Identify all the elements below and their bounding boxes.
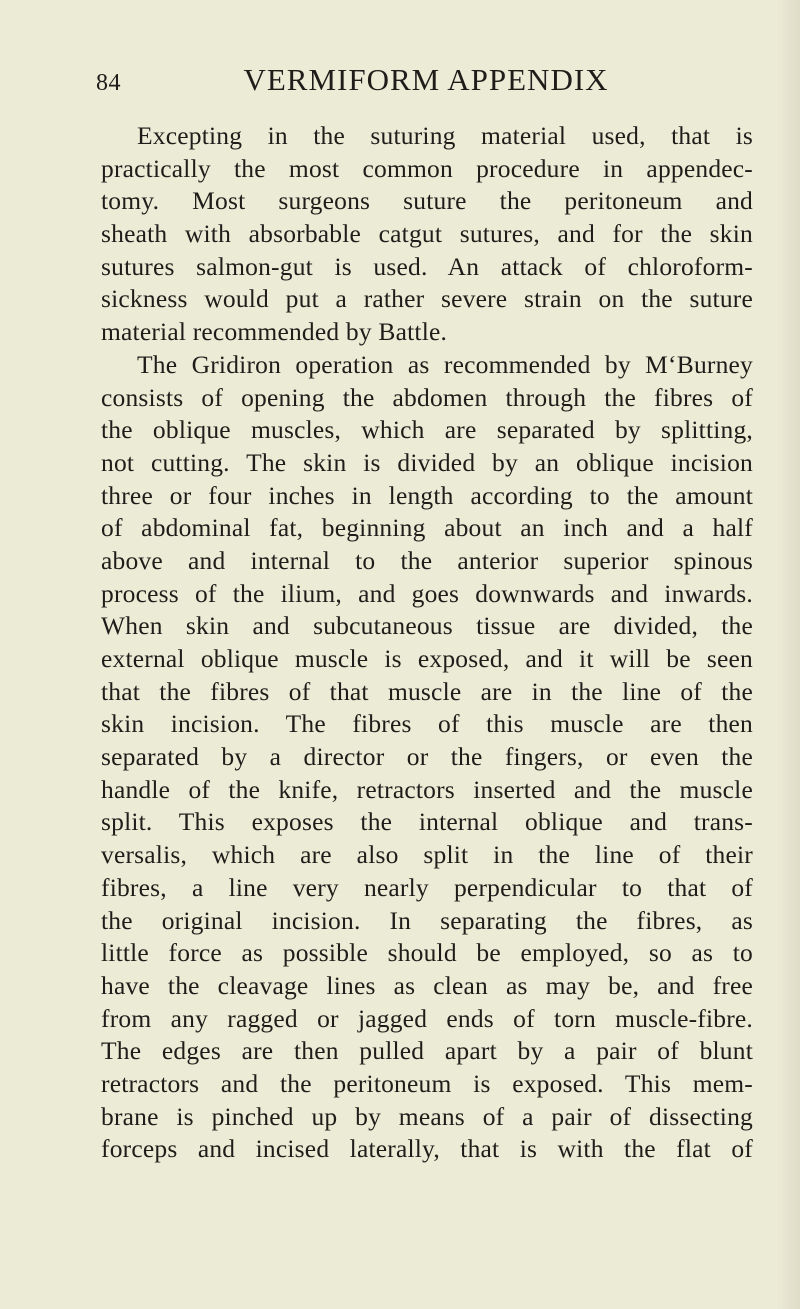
text-line: little force as possible should be employed, so as to: [101, 938, 753, 968]
text-line: versalis, which are also split in the line of their: [101, 840, 753, 870]
text-line: The edges are then pulled apart by a pair of blunt: [101, 1036, 753, 1066]
text-line: consists of opening the abdomen through the fibres of: [101, 382, 753, 412]
text-line: Excepting in the suturing material used, that is: [137, 121, 753, 150]
text-line: have the cleavage lines as clean as may be, and free: [101, 970, 753, 1000]
text-line: the original incision. In separating the fibres, as: [101, 905, 753, 935]
text-line: brane is pinched up by means of a pair of dissecting: [101, 1101, 753, 1131]
text-line: The Gridiron operation as recommended by M‘Burney: [137, 349, 753, 379]
page-number: 84: [96, 70, 121, 96]
text-line: handle of the knife, retractors inserted and the muscle: [101, 774, 753, 804]
text-line: split. This exposes the internal oblique and trans-: [101, 807, 753, 837]
text-line: the oblique muscles, which are separated by splitting,: [101, 415, 753, 445]
text-line: sheath with absorbable catgut sutures, and for the skin: [101, 219, 753, 249]
text-line: process of the ilium, and goes downwards and inwards.: [101, 578, 753, 608]
text-line: sickness would put a rather severe strain on the suture: [101, 284, 753, 314]
text-line: external oblique muscle is exposed, and it will be seen: [101, 644, 753, 673]
running-head: [96, 62, 736, 102]
text-line: of abdominal fat, beginning about an inch and a half: [101, 513, 753, 543]
text-line: three or four inches in length according to the amount: [101, 480, 753, 510]
text-line: tomy. Most surgeons suture the peritoneum and: [101, 186, 753, 216]
page-edge-shadow: [776, 0, 800, 1309]
body-text: [101, 120, 753, 1166]
text-line: practically the most common procedure in appendec-: [101, 153, 753, 183]
text-line: When skin and subcutaneous tissue are divided, the: [101, 611, 753, 641]
text-line: that the fibres of that muscle are in the line of the: [101, 676, 753, 706]
text-line: separated by a director or the fingers, or even the: [101, 742, 753, 772]
text-line: retractors and the peritoneum is exposed. This mem-: [101, 1068, 753, 1098]
text-line: material recommended by Battle.: [101, 317, 448, 347]
text-line: fibres, a line very nearly perpendicular to that of: [101, 872, 753, 902]
text-line: above and internal to the anterior superior spinous: [101, 545, 753, 575]
running-title: VERMIFORM APPENDIX: [243, 62, 609, 97]
text-line: not cutting. The skin is divided by an oblique incision: [101, 447, 753, 477]
text-line: from any ragged or jagged ends of torn muscle-fibre.: [101, 1003, 753, 1033]
text-line: skin incision. The fibres of this muscle are then: [101, 709, 753, 739]
text-line: sutures salmon-gut is used. An attack of chloroform-: [101, 251, 753, 281]
text-line: forceps and incised laterally, that is with the flat of: [101, 1134, 753, 1164]
